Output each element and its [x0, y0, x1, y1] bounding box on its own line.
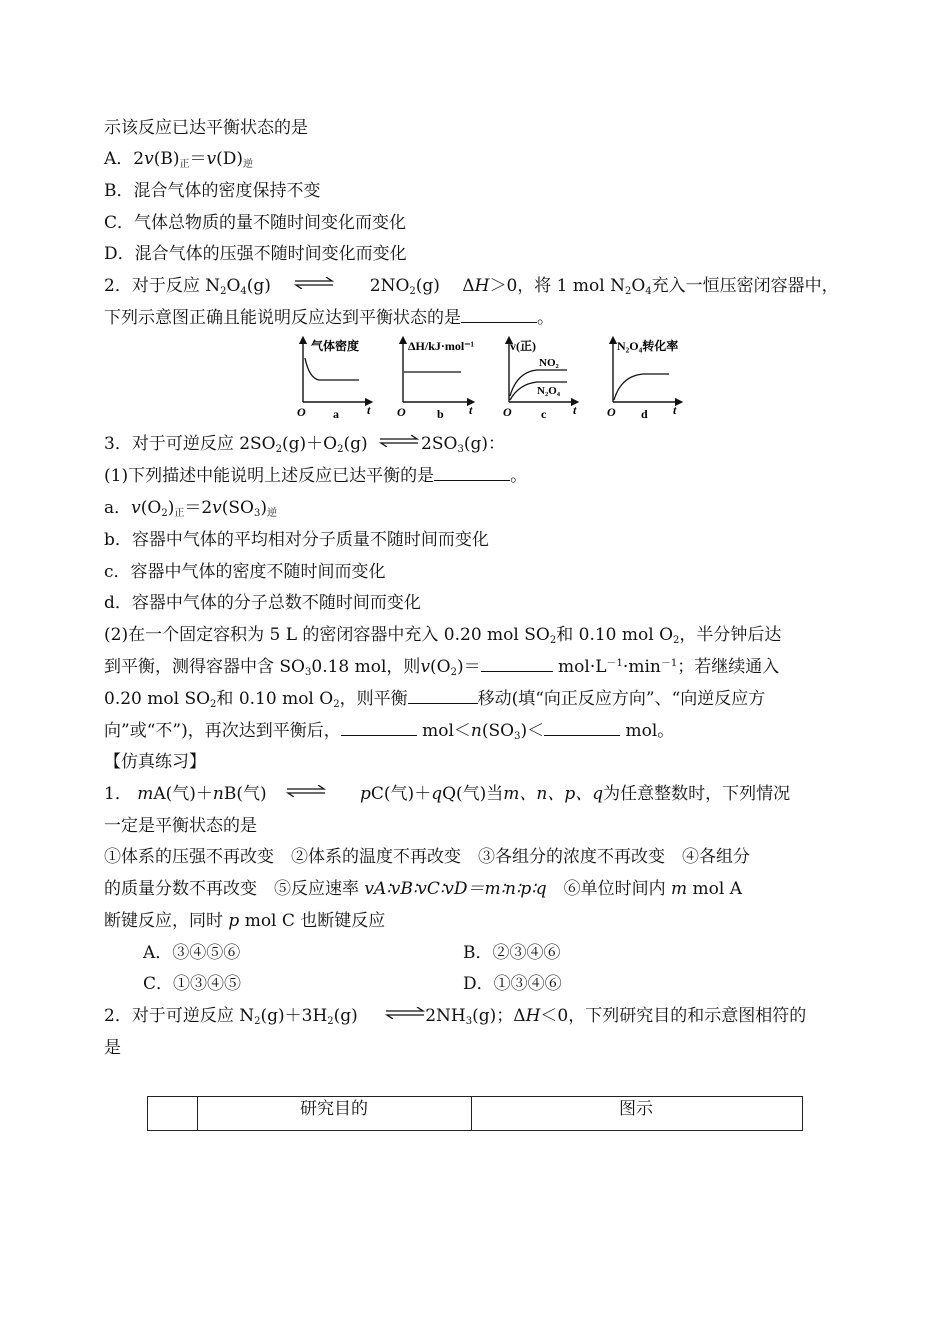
- equilibrium-arrow-icon: [385, 1007, 425, 1019]
- graph-panel-d: [607, 338, 679, 420]
- table-header-diagram: 图示: [619, 1099, 653, 1119]
- option-c: C．气体总物质的量不随时间变化而变化: [104, 213, 407, 233]
- question-3-option-a: a．$v(O_2)_正=2v(SO_3)_逆$: [104, 498, 278, 519]
- graph-c-t: t: [573, 403, 577, 417]
- practice-1-line-5: 断键反应，同时 p mol C 也断键反应: [104, 911, 386, 931]
- question-intro-tail: 示该反应已达平衡状态的是: [104, 118, 308, 138]
- graph-b-origin: O: [397, 405, 406, 419]
- option-b: B．混合气体的密度保持不变: [104, 181, 321, 201]
- answer-blank[interactable]: [461, 308, 537, 323]
- practice-2-line-1: 2．对于可逆反应 $N_2(g)+3H_2(g)$ $2NH_3(g)$；ΔH＜0，下列研究目的和示意图相符的: [104, 1006, 807, 1027]
- practice-1-option-a: A．③④⑤⑥: [143, 943, 241, 963]
- graph-c-ylabel: v(正): [510, 339, 536, 353]
- practice-1-line-1: 1． mA(气)＋nB(气) pC(气)＋qQ(气)当m、n、p、q为任意整数时，下列情况: [104, 784, 791, 804]
- equilibrium-arrow-icon: [294, 277, 334, 289]
- graph-d-caption: d: [641, 407, 648, 420]
- graph-d-ylabel: N₂O₄转化率: [617, 339, 679, 353]
- question-3-option-d: d．容器中气体的分子总数不随时间而变化: [104, 593, 421, 613]
- question-3-head: 3．对于可逆反应 $2SO_2(g)+O_2(g)$ $2SO_3(g)$：: [104, 434, 505, 455]
- practice-1-option-b: B．②③④⑥: [463, 943, 561, 963]
- equilibrium-arrow-icon: [379, 435, 419, 447]
- practice-1-line-2: 一定是平衡状态的是: [104, 816, 257, 836]
- graph-panel-b: [397, 339, 475, 420]
- graph-c-n2o4-label: N₂O₄: [537, 385, 561, 397]
- question-3-part-2-line-4: 向”或“不”)，再次达到平衡后， $mol<n(SO_3)<$ mol。: [104, 721, 675, 742]
- question-2-line-2: 下列示意图正确且能说明反应达到平衡状态的是 。: [104, 308, 554, 328]
- graph-b-caption: b: [437, 407, 444, 420]
- question-3-part-2-line-2: 到平衡，测得容器中含 $SO_30.18$ mol，则$v(O_2)= mol\cdot L^{-1}\cdot\min^{-1}$；若继续通入: [104, 657, 780, 678]
- graph-a-ylabel: 气体密度: [311, 339, 360, 353]
- graph-c-origin: O: [503, 405, 512, 419]
- option-d: D．混合气体的压强不随时间变化而变化: [104, 244, 407, 264]
- graph-panel-c: [503, 338, 577, 420]
- answer-blank[interactable]: [544, 721, 620, 736]
- answer-blank[interactable]: [341, 721, 417, 736]
- equilibrium-graphs-figure: [297, 336, 683, 420]
- graph-a-caption: a: [333, 407, 339, 420]
- graph-d-origin: O: [607, 405, 616, 419]
- answer-blank[interactable]: [481, 657, 553, 672]
- graph-b-t: t: [469, 403, 473, 417]
- graph-panel-a: [297, 338, 371, 420]
- answer-blank[interactable]: [408, 689, 478, 704]
- question-3-part-2-line-3: 0.20 mol $SO_2$和 0.10 mol $O_2$，则平衡 移动(填“向正反应方向”、“向逆反应方: [104, 689, 766, 710]
- practice-1-line-4: 的质量分数不再改变 ⑤反应速率 vA∶vB∶vC∶vD＝m∶n∶p∶q ⑥单位时间内 m mol A: [104, 879, 743, 899]
- practice-2-line-2: 是: [104, 1038, 121, 1058]
- question-3-part-2-line-1: (2)在一个固定容积为 5 L 的密闭容器中充入 0.20 mol $SO_2$和 0.10 mol $O_2$，半分钟后达: [104, 625, 782, 646]
- research-purpose-table: [147, 1096, 803, 1131]
- graph-b-ylabel: ΔH/kJ·mol⁻¹: [408, 339, 475, 353]
- graph-c-caption: c: [541, 407, 547, 420]
- practice-1-option-d: D．①③④⑥: [463, 974, 562, 994]
- answer-blank[interactable]: [434, 466, 510, 481]
- question-3-option-c: c．容器中气体的密度不随时间而变化: [104, 562, 386, 582]
- option-a: A．$2v(B)_正=v(D)_逆$: [104, 149, 253, 170]
- question-3-part-1: (1)下列描述中能说明上述反应已达平衡的是 。: [104, 466, 528, 486]
- practice-1-line-3: ①体系的压强不再改变 ②体系的温度不再改变 ③各组分的浓度不再改变 ④各组分: [104, 847, 750, 867]
- question-3-option-b: b．容器中气体的平均相对分子质量不随时间而变化: [104, 530, 489, 550]
- graph-d-t: t: [673, 403, 677, 417]
- graph-a-t: t: [367, 403, 371, 417]
- question-2-line-1: 2．对于反应 $N_2O_4(g)$ $2NO_2(g)$ ΔH＞0，将 1 mol $N_2O_4$充入一恒压密闭容器中，: [104, 276, 839, 297]
- table-header-purpose: 研究目的: [197, 1097, 472, 1130]
- practice-1-option-c: C．①③④⑤: [143, 974, 242, 994]
- table-header-index: [148, 1097, 198, 1130]
- section-title: 【仿真练习】: [104, 752, 206, 772]
- graph-c-no2-label: NO₂: [539, 357, 559, 369]
- equilibrium-arrow-icon: [286, 785, 326, 797]
- graph-a-origin: O: [297, 405, 306, 419]
